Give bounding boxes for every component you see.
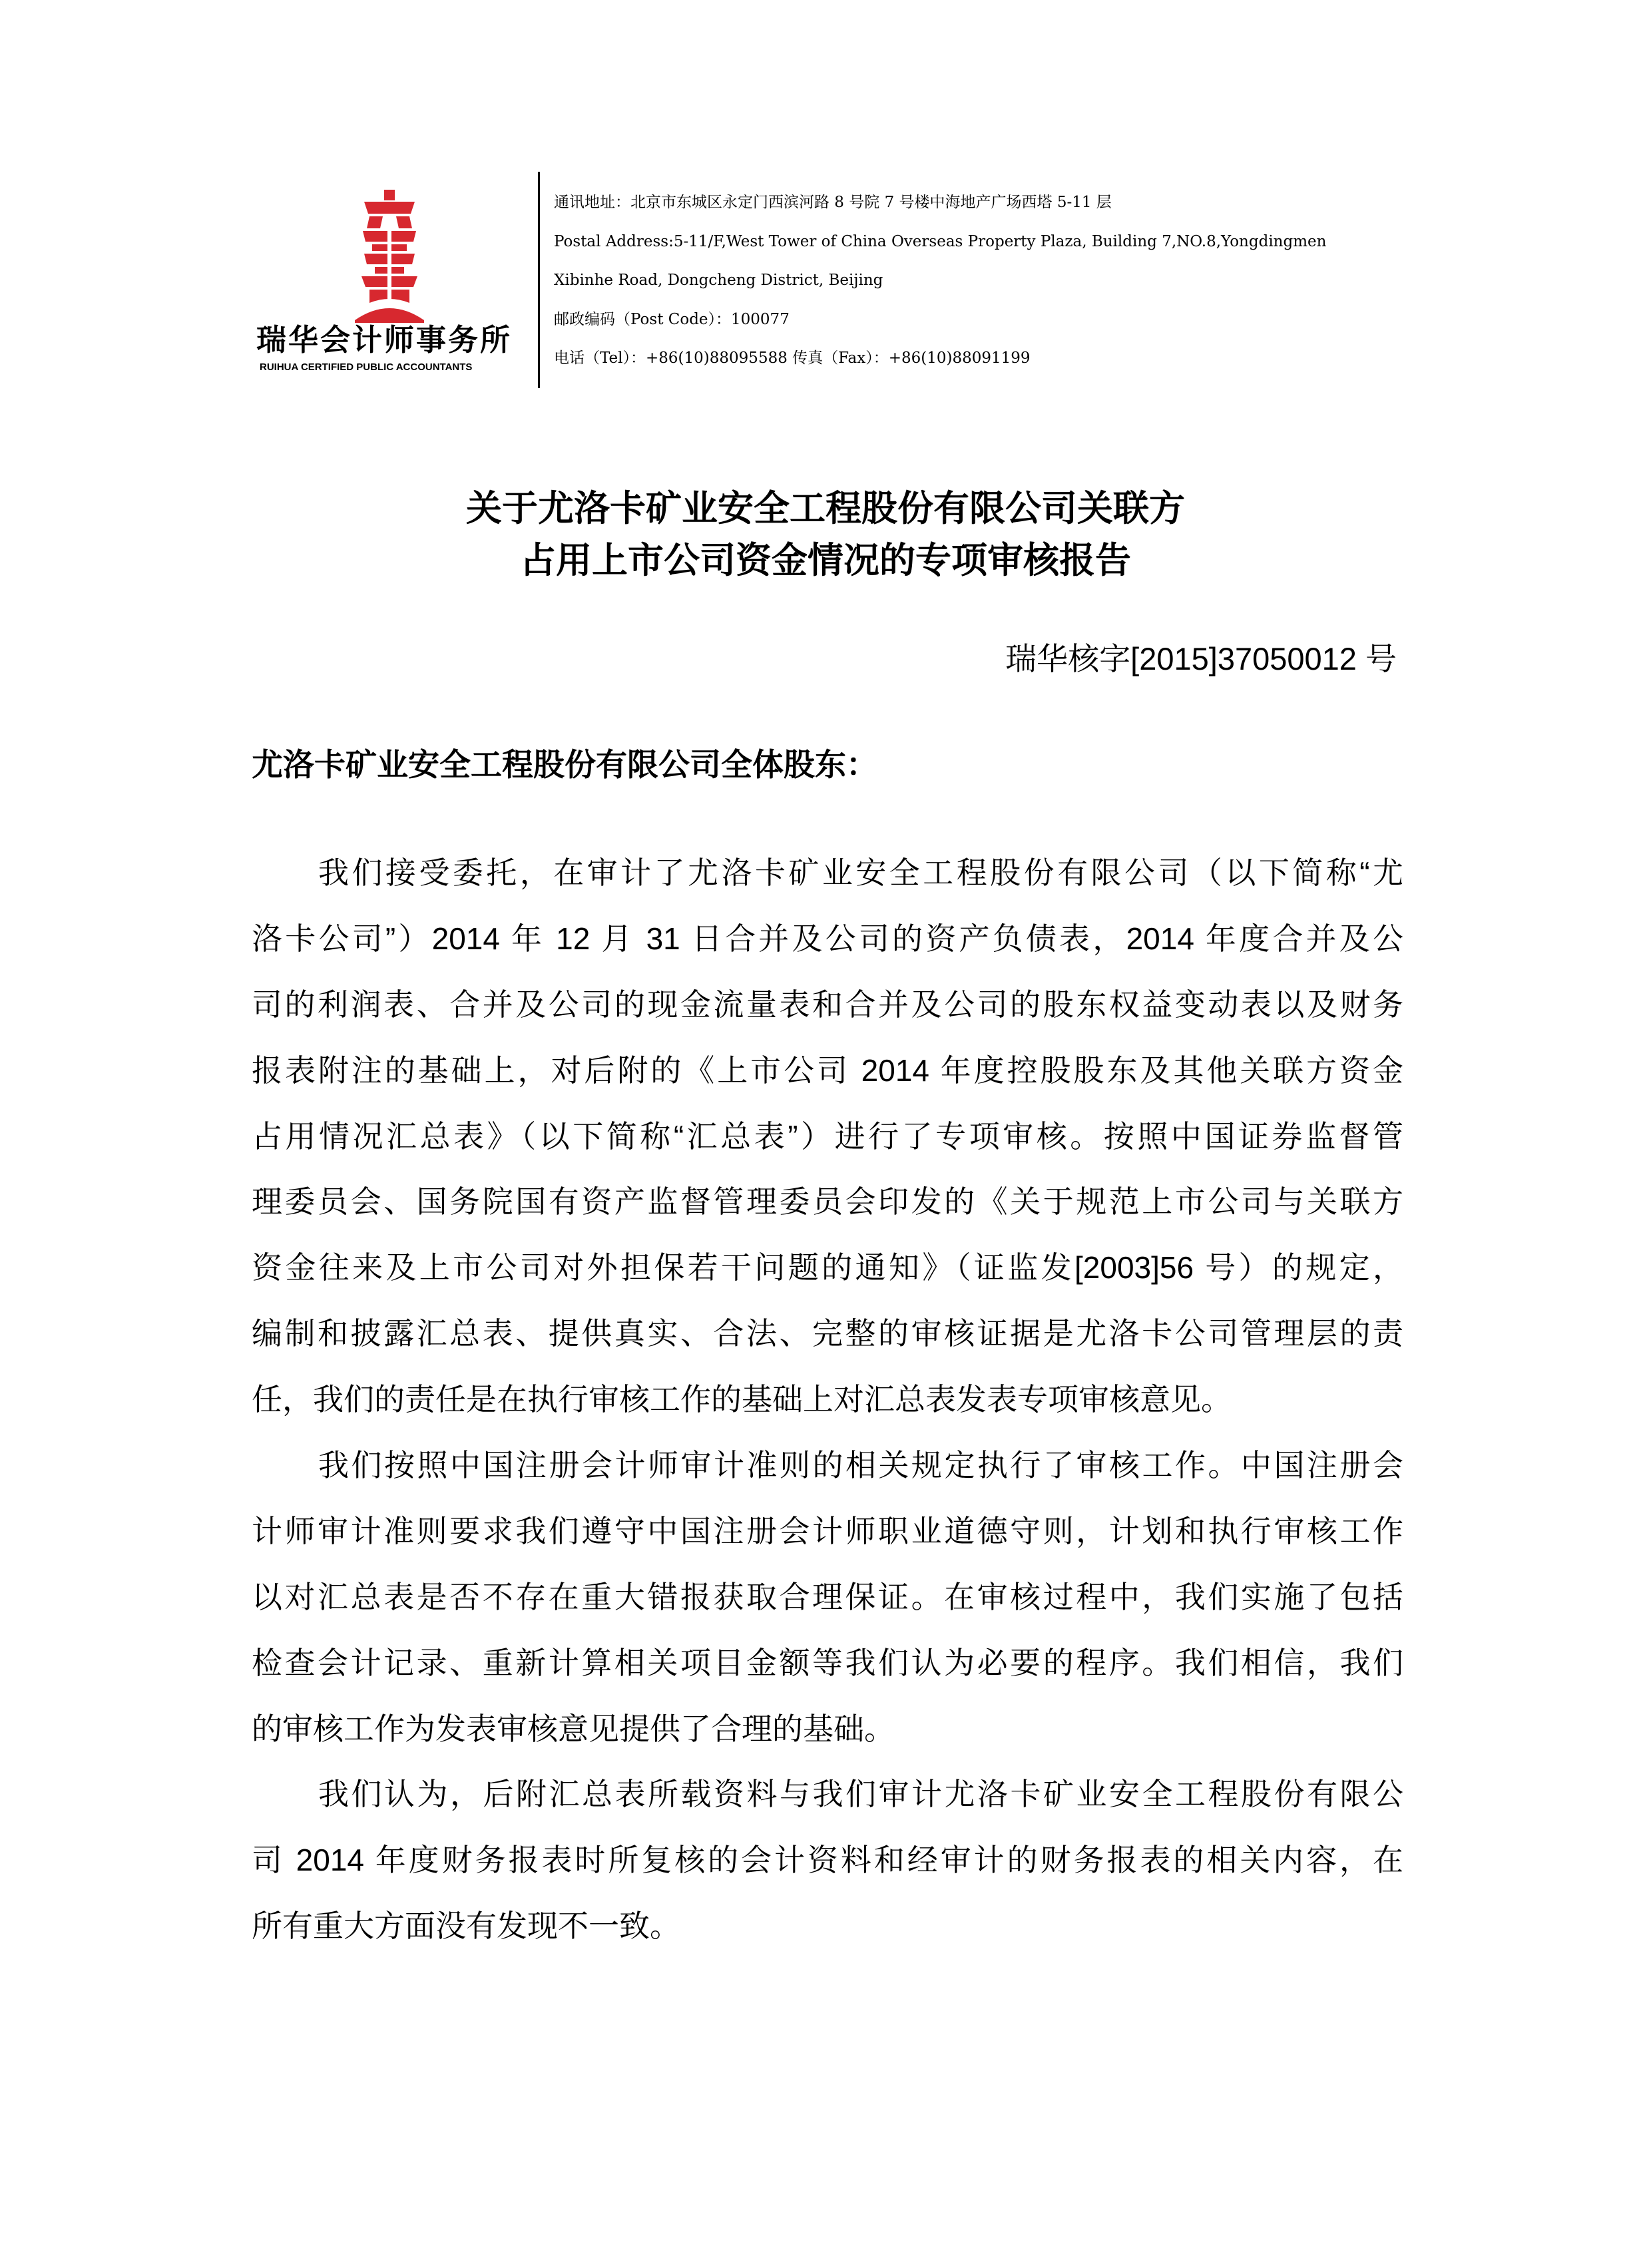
ruihua-seal-logo-icon — [350, 190, 429, 323]
contact-address-en-1: Postal Address:5-11/F,West Tower of China Overseas Property Plaza, Building 7,NO.8,Yongdingmen — [554, 232, 1327, 250]
body-line: 我们按照中国注册会计师审计准则的相关规定执行了审核工作。中国注册会 — [318, 1448, 1403, 1483]
body-line: 计师审计准则要求我们遵守中国注册会计师职业道德守则，计划和执行审核工作 — [252, 1513, 1403, 1548]
body-line: 我们接受委托，在审计了尤洛卡矿业安全工程股份有限公司（以下简称“尤 — [318, 855, 1403, 890]
body-line: 司的利润表、合并及公司的现金流量表和合并及公司的股东权益变动表以及财务 — [252, 987, 1403, 1022]
contact-address-en-2: Xibinhe Road, Dongcheng District, Beijing — [554, 272, 883, 289]
body-line: 司 2014 年度财务报表时所复核的会计资料和经审计的财务报表的相关内容，在 — [252, 1843, 1403, 1878]
report-title-line-1: 关于尤洛卡矿业安全工程股份有限公司关联方 — [466, 487, 1185, 529]
body-line: 我们认为，后附汇总表所载资料与我们审计尤洛卡矿业安全工程股份有限公 — [318, 1777, 1403, 1812]
report-title — [0, 483, 1651, 586]
firm-name-cn: 瑞华会计师事务所 — [256, 322, 513, 357]
body-line: 报表附注的基础上，对后附的《上市公司 2014 年度控股股东及其他关联方资金 — [252, 1052, 1403, 1088]
firm-logo — [256, 190, 523, 383]
reference-number: 瑞华核字[2015]37050012 号 — [1005, 641, 1397, 676]
contact-block — [554, 183, 1632, 378]
body-line: 资金往来及上市公司对外担保若干问题的通知》（证监发[2003]56 号）的规定， — [252, 1250, 1403, 1285]
body-line: 的审核工作为发表审核意见提供了合理的基础。 — [252, 1711, 895, 1746]
body-line: 所有重大方面没有发现不一致。 — [252, 1909, 680, 1944]
body-line: 理委员会、国务院国有资产监督管理委员会印发的《关于规范上市公司与关联方 — [252, 1184, 1403, 1220]
body-line: 占用情况汇总表》（以下简称“汇总表”）进行了专项审核。按照中国证券监督管 — [252, 1118, 1403, 1154]
body-line: 检查会计记录、重新计算相关项目金额等我们认为必要的程序。我们相信，我们 — [252, 1645, 1403, 1680]
contact-phone-fax: 电话（Tel）：+86(10)88095588 传真（Fax）：+86(10)88091199 — [554, 349, 1031, 367]
body-line: 洛卡公司”）2014 年 12 月 31 日合并及公司的资产负债表，2014 年度合并及公 — [252, 921, 1403, 956]
body-line: 以对汇总表是否不存在重大错报获取合理保证。在审核过程中，我们实施了包括 — [252, 1579, 1403, 1614]
report-title-line-2: 占用上市公司资金情况的专项审核报告 — [520, 539, 1131, 581]
firm-name-en: RUIHUA CERTIFIED PUBLIC ACCOUNTANTS — [260, 361, 473, 373]
contact-postcode: 邮政编码（Post Code）：100077 — [554, 310, 790, 328]
header-divider — [538, 172, 540, 388]
body-line: 任，我们的责任是在执行审核工作的基础上对汇总表发表专项审核意见。 — [252, 1382, 1232, 1417]
contact-address-cn: 通讯地址：北京市东城区永定门西滨河路 8 号院 7 号楼中海地产广场西塔 5-11 层 — [554, 194, 1112, 211]
report-body — [252, 840, 1403, 1959]
salutation: 尤洛卡矿业安全工程股份有限公司全体股东： — [252, 747, 877, 784]
body-line: 编制和披露汇总表、提供真实、合法、完整的审核证据是尤洛卡公司管理层的责 — [252, 1316, 1403, 1351]
